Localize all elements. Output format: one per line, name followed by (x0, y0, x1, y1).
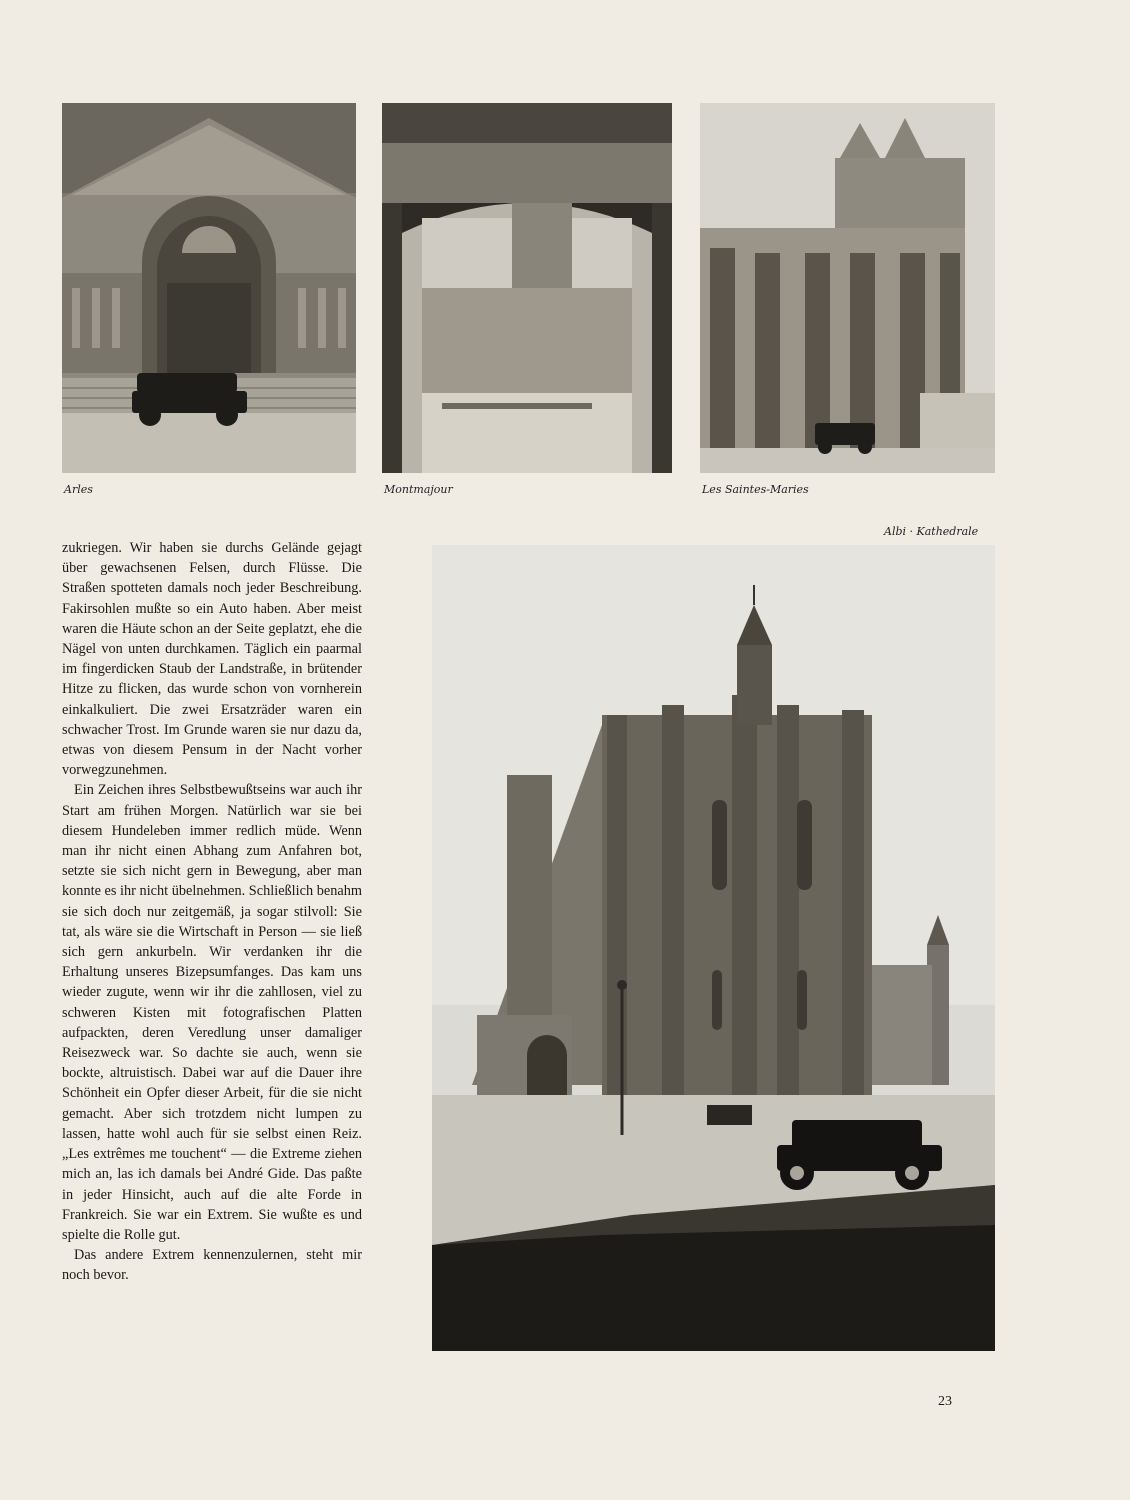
photo-montmajour (382, 103, 672, 473)
photo-arles (62, 103, 356, 473)
caption-montmajour: Montmajour (384, 483, 453, 496)
paragraph: Ein Zeichen ihres Selbstbewußtseins war auch ihr Start am frühen Morgen. Natürlich war sie bei diesem Hundeleben immer redlich müde. Wenn man ihr nicht einen Abhang zum Anfahren bot, setzte sie sich nicht gern in Bewegung, aber man konnte es ihr nicht übelnehmen. Schließlich benahm sie sich doch nur zeitgemäß, ja sogar stilvoll: Sie tat, als wäre sie die Wirtschaft in Person — sie ließ sich gern ankurbeln. Wir verdanken ihr die Erhaltung unseres Bizepsumfanges. Das kam uns wieder zugute, wenn wir ihr die zahllosen, viel zu schweren Kisten mit fotografischen Platten aufpackten, deren Veredlung unser damaliger Reisezweck war. So dachte sie auch, wenn sie bockte, altruistisch. Dabei war auf die Dauer ihre Schönheit ein Opfer dieser Arbeit, für die sie nicht gemacht. Aber sich trotzdem nicht lumpen zu lassen, hatte wohl auch für sie selbst einen Reiz. „Les extrêmes me touchent“ — die Extreme ziehen mich an, las ich damals bei André Gide. Das paßte in jeder Hinsicht, auch auf die alte Forde in Frankreich. Sie war ein Extrem. Sie wußte es und spielte die Rolle gut. (62, 782, 362, 1243)
photo-albi-kathedrale (432, 545, 995, 1351)
caption-saintes-maries: Les Saintes-Maries (702, 483, 809, 496)
page-number: 23 (938, 1394, 952, 1409)
paragraph: zukriegen. Wir haben sie durchs Gelände gejagt über gewachsenen Felsen, durch Flüsse. Die Straßen spotteten damals noch jeder Beschreibung. Fakirsohlen mußte so ein Auto haben. Aber meist waren die Häute schon an der Seite geplatzt, ehe die Nägel von unten durchkamen. Täglich ein paarmal im fingerdicken Staub der Landstraße, in brütender Hitze zu flicken, das wurde schon von vornherein einkalkuliert. Die zwei Ersatzräder waren ein schwacher Trost. Im Grunde waren sie nur dazu da, etwas von diesem Pensum in der Nacht vorher vorwegzunehmen. (62, 540, 362, 779)
caption-arles: Arles (64, 483, 93, 496)
caption-albi: Albi · Kathedrale (884, 525, 979, 538)
photo-saintes-maries (700, 103, 995, 473)
paragraph: Das andere Extrem kennenzulernen, steht mir noch bevor. (62, 1247, 362, 1284)
body-text-column (62, 538, 362, 1286)
